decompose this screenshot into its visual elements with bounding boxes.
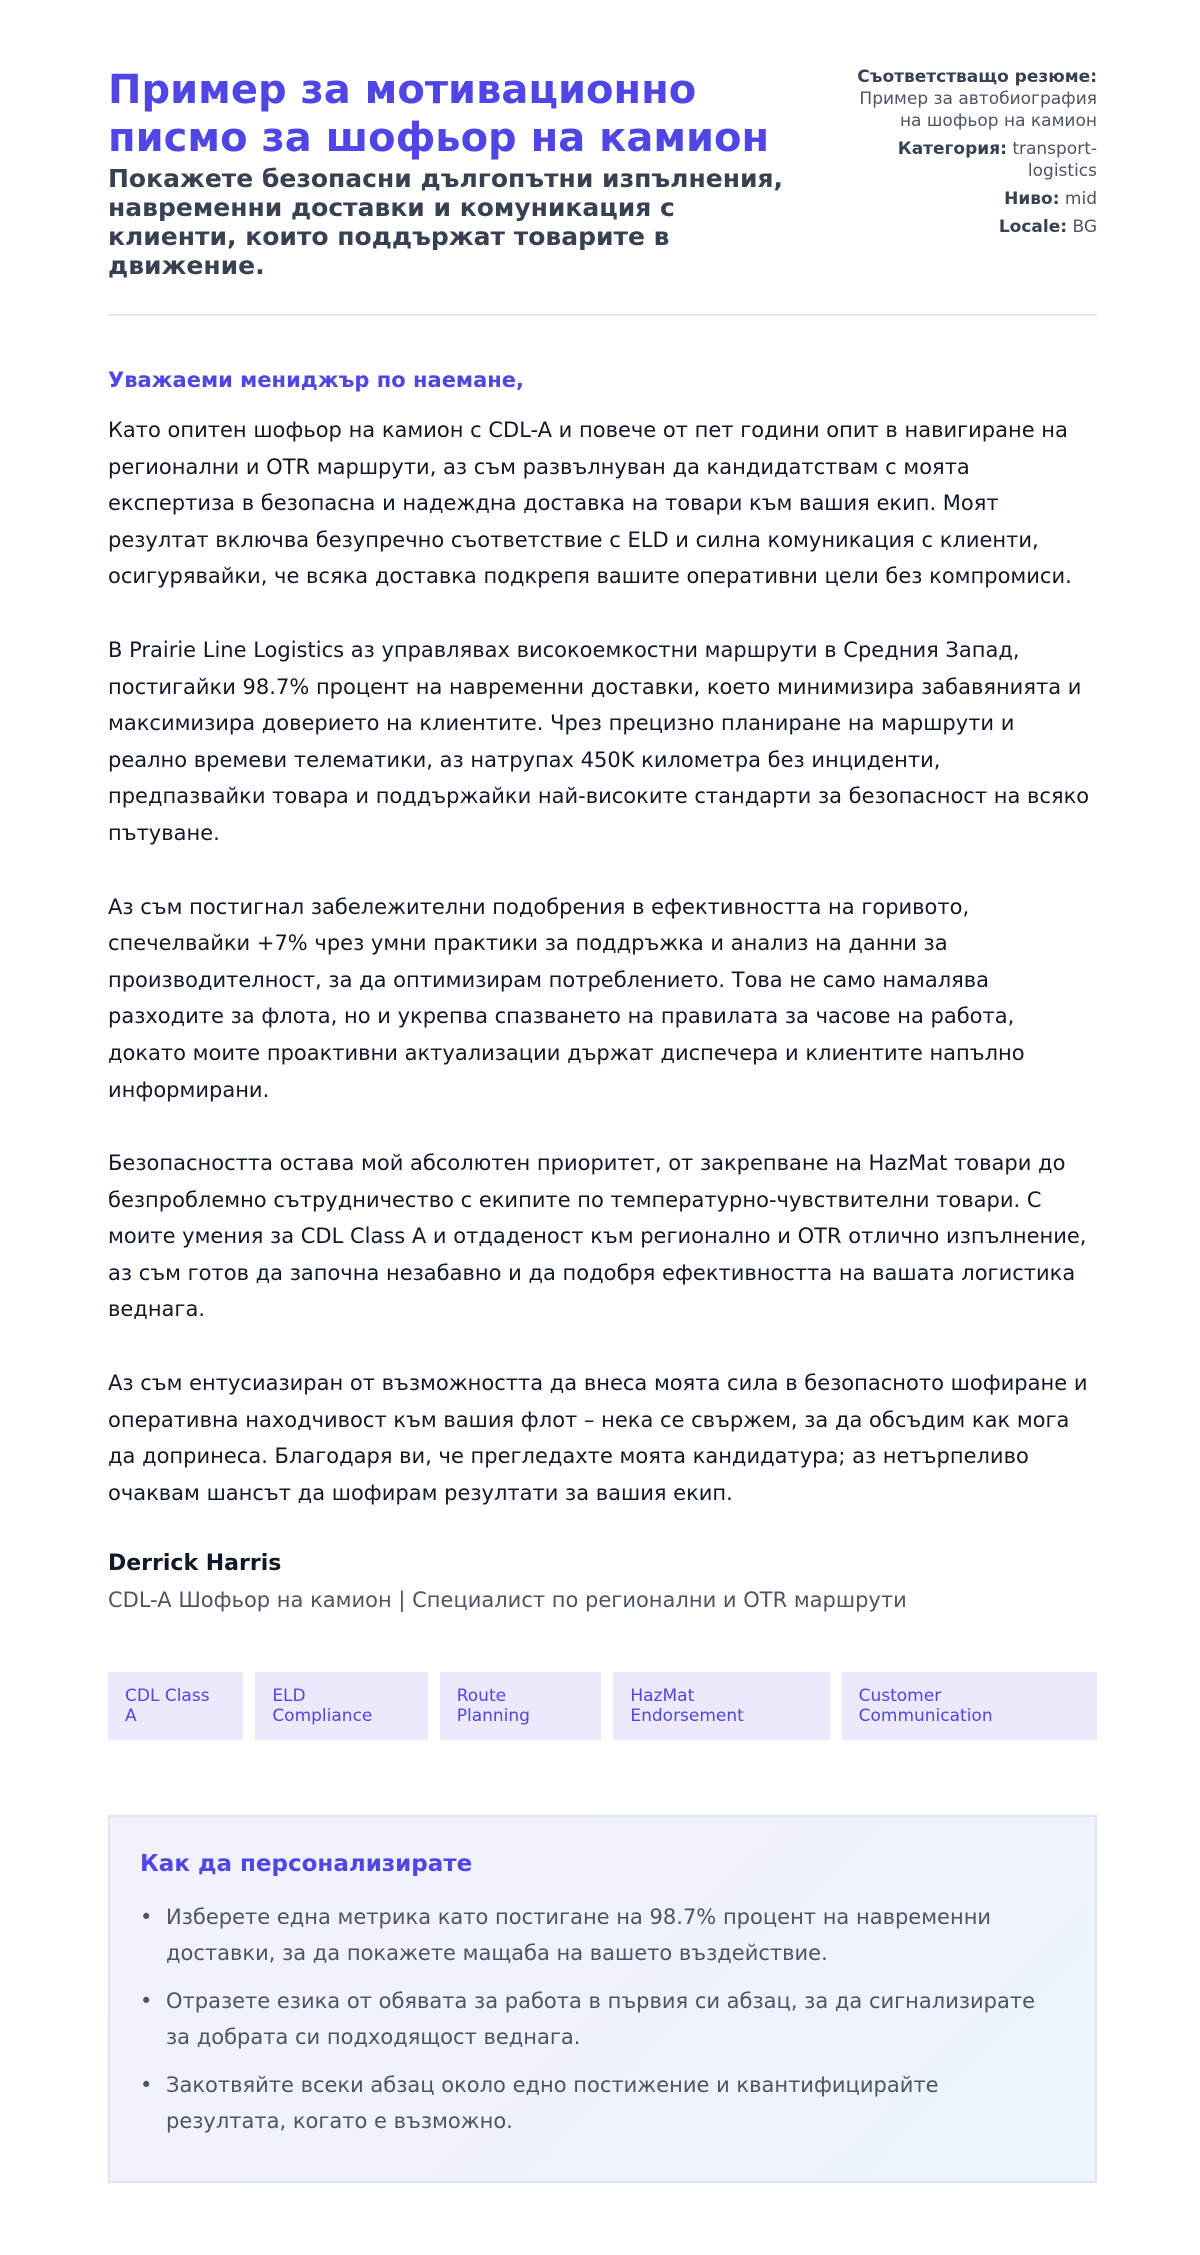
tips-list: [140, 1899, 1065, 2139]
meta-category-value: transport-logistics: [1012, 139, 1097, 181]
skill-tag: HazMat Endorsement: [613, 1672, 829, 1740]
meta-level: [837, 188, 1097, 210]
meta-locale: [837, 216, 1097, 238]
meta-level-value: mid: [1064, 189, 1097, 209]
signature-name: Derrick Harris: [108, 1551, 282, 1577]
meta-resume: [837, 66, 1097, 132]
letter-body: [108, 412, 1097, 1511]
page-subtitle: Покажете безопасни дългопътни изпълнения, навременни доставки и комуникация с клиенти, които поддържат товарите в движение.: [108, 164, 784, 280]
skill-tag: CDL Class A: [108, 1672, 243, 1740]
letter-paragraph: Като опитен шофьор на камион с CDL-A и повече от пет години опит в навигиране на регионални и OTR маршрути, аз съм развълнуван да кандидатствам с моята експертиза в безопасна и надеждна доставка на товари към вашия екип. Моят резултат включва безупречно съответствие с ELD и силна комуникация с клиенти, осигурявайки, че всяка доставка подкрепя вашите оперативни цели без компромиси.: [108, 418, 1072, 589]
meta-category-label: Категория:: [897, 139, 1007, 159]
letter-paragraph: Аз съм постигнал забележителни подобрения в ефективността на горивото, спечелвайки +7% чрез умни практики за поддръжка и анализ на данни за производителност, за да оптимизирам потреблението. Това не само намалява разходите за флота, но и укрепва спазването на правилата за часове на работа, докато моите проактивни актуализации държат диспечера и клиентите напълно информирани.: [108, 894, 1025, 1102]
skill-tag: Customer Communication: [842, 1672, 1097, 1740]
meta-info: [837, 66, 1097, 244]
letter-paragraph: Безопасността остава мой абсолютен приоритет, от закрепване на HazMat товари до безпроблемно сътрудничество с екипите по температурно-чувствителни товари. С моите умения за CDL Class A и отдаденост към регионално и OTR отлично изпълнение, аз съм готов да започна незабавно и да подобря ефективността на вашата логистика веднага.: [108, 1151, 1087, 1322]
letter-paragraph: В Prairie Line Logistics аз управлявах високоемкостни маршрути в Средния Запад, постигайки 98.7% процент на навременни доставки, което минимизира забавянията и максимизира доверието на клиентите. Чрез прецизно планиране на маршрути и реално времеви телематики, аз натрупах 450K километра без инциденти, предпазвайки товара и поддържайки най-високите стандарти за безопасност на всяко пътуване.: [108, 637, 1090, 845]
skill-tag: Route Planning: [440, 1672, 602, 1740]
skill-tag: ELD Compliance: [255, 1672, 427, 1740]
tip-item: • Закотвяйте всеки абзац около едно постижение и квантифицирайте резултата, когато е възможно.: [140, 2067, 1065, 2139]
tip-item: • Отразете езика от обявата за работа в първия си абзац, за да сигнализирате за добрата си подходящост веднага.: [140, 1983, 1065, 2055]
letter-greeting: Уважаеми мениджър по наемане,: [108, 368, 525, 392]
page-title: Пример за мотивационно писмо за шофьор на камион: [108, 67, 770, 161]
page-header: [108, 66, 1097, 316]
tip-item: • Изберете една метрика като постигане на 98.7% процент на навременни доставки, за да покажете мащаба на вашето въздействие.: [140, 1899, 1065, 1971]
letter-paragraph: Аз съм ентусиазиран от възможността да внеса моята сила в безопасното шофиране и оперативна находчивост към вашия флот – нека се свържем, за да обсъдим как мога да допринеса. Благодаря ви, че прегледахте моята кандидатура; аз нетърпеливо очаквам шансът да шофирам резултати за вашия екип.: [108, 1371, 1088, 1505]
meta-locale-label: Locale:: [998, 217, 1068, 237]
meta-resume-label: Съответстващо резюме:: [857, 67, 1097, 87]
meta-level-label: Ниво:: [1004, 189, 1060, 209]
tips-title: Как да персонализирате: [140, 1851, 473, 1878]
meta-locale-value: BG: [1072, 217, 1097, 237]
personalization-tips: [108, 1815, 1097, 2183]
signature-title: CDL-A Шофьор на камион | Специалист по регионални и OTR маршрути: [108, 1588, 907, 1613]
meta-resume-value[interactable]: Пример за автобиография на шофьор на камион: [859, 89, 1097, 131]
skill-tags: [108, 1672, 1097, 1740]
title-block: [108, 66, 808, 280]
meta-category: [837, 138, 1097, 182]
